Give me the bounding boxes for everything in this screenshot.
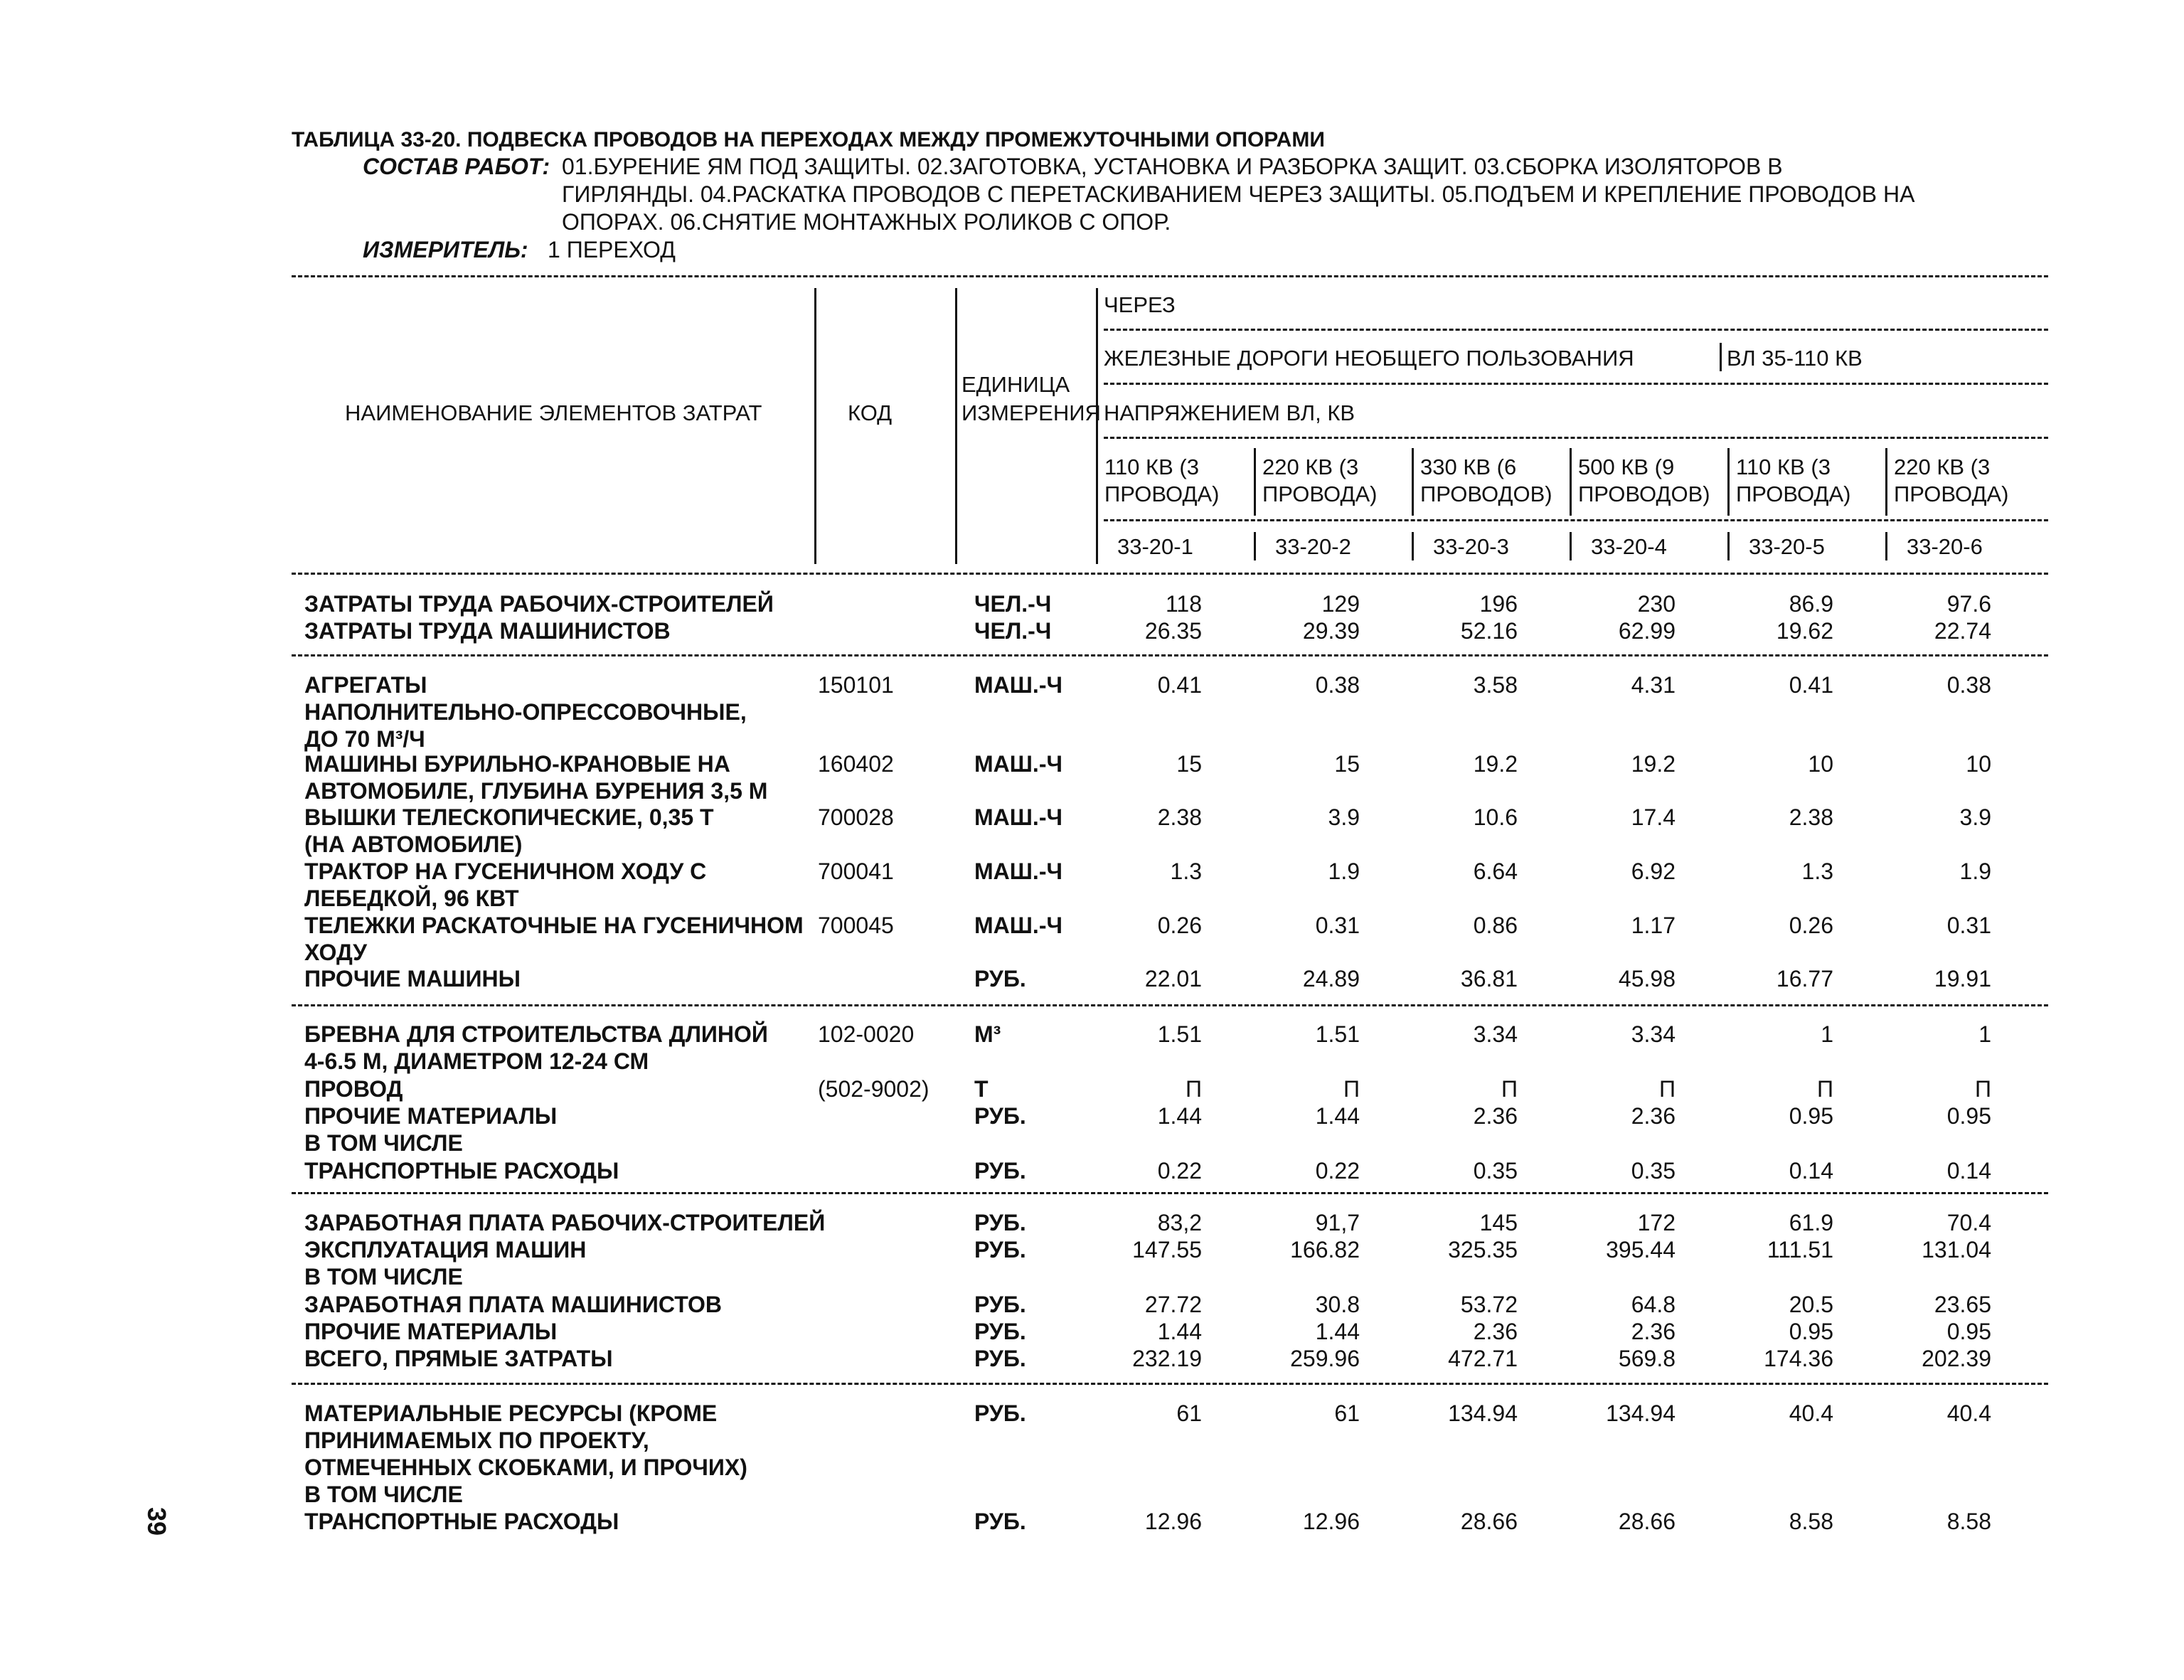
row-value: П — [1659, 1076, 1676, 1102]
col-header-name: НАИМЕНОВАНИЕ ЭЛЕМЕНТОВ ЗАТРАТ — [345, 400, 762, 425]
row-value: 62.99 — [1618, 618, 1676, 644]
row-name: ВСЕГО, ПРЯМЫЕ ЗАТРАТЫ — [304, 1346, 613, 1371]
subhead-label: 500 КВ (9 — [1578, 454, 1675, 479]
group-separator-3 — [292, 1192, 2048, 1194]
row-name: ПРОЧИЕ МАШИНЫ — [304, 966, 521, 991]
row-value: 3.34 — [1631, 1021, 1676, 1047]
table-header-bottom — [292, 573, 2048, 575]
row-code: 700045 — [818, 913, 894, 938]
row-value: 0.41 — [1789, 672, 1833, 698]
row-value: 129 — [1321, 591, 1360, 617]
subhead-code-divider — [1254, 532, 1256, 560]
subhead-divider — [1885, 448, 1887, 516]
group-separator-4 — [292, 1383, 2048, 1385]
row-value: 118 — [1165, 591, 1202, 617]
header-separator — [292, 275, 2048, 277]
subhead-code-divider — [1412, 532, 1414, 560]
row-value: 0.35 — [1473, 1158, 1518, 1184]
row-code: 700041 — [818, 858, 894, 884]
group-separator-2 — [292, 1004, 2048, 1006]
row-code: 102-0020 — [818, 1021, 915, 1047]
row-unit: РУБ. — [974, 1210, 1026, 1235]
row-value: 166.82 — [1290, 1237, 1360, 1262]
row-code: (502-9002) — [818, 1076, 929, 1102]
row-value: 1.44 — [1315, 1319, 1360, 1344]
col-divider-code — [814, 288, 816, 564]
subhead-label: ПРОВОДОВ) — [1420, 482, 1552, 506]
row-value: 17.4 — [1631, 804, 1676, 830]
row-value: 196 — [1479, 591, 1518, 617]
row-value: 0.31 — [1315, 913, 1360, 938]
row-value: 147.55 — [1132, 1237, 1202, 1262]
row-value: 2.38 — [1157, 804, 1202, 830]
row-value: 0.95 — [1946, 1103, 1991, 1129]
row-value: 1.17 — [1631, 913, 1676, 938]
row-value: 61.9 — [1789, 1210, 1833, 1235]
row-name: ДО 70 М³/Ч — [304, 726, 425, 752]
row-value: 8.58 — [1946, 1509, 1991, 1534]
row-unit: МАШ.-Ч — [974, 804, 1062, 830]
row-value: 2.36 — [1473, 1319, 1518, 1344]
subhead-label: ПРОВОДА) — [1104, 482, 1220, 506]
works-line-3: ОПОРАХ. 06.СНЯТИЕ МОНТАЖНЫХ РОЛИКОВ С ОПОР. — [562, 209, 1171, 235]
row-value: 1.3 — [1801, 858, 1833, 884]
row-unit: РУБ. — [974, 1292, 1026, 1317]
row-value: 230 — [1637, 591, 1676, 617]
row-value: 2.36 — [1473, 1103, 1518, 1129]
row-value: 12.96 — [1302, 1509, 1360, 1534]
row-name: БРЕВНА ДЛЯ СТРОИТЕЛЬСТВА ДЛИНОЙ — [304, 1021, 768, 1047]
row-value: 3.34 — [1473, 1021, 1518, 1047]
row-value: П — [1343, 1076, 1360, 1102]
row-name: ВЫШКИ ТЕЛЕСКОПИЧЕСКИЕ, 0,35 Т — [304, 804, 714, 830]
row-value: 19.2 — [1473, 751, 1518, 777]
row-value: 395.44 — [1606, 1237, 1676, 1262]
row-unit: РУБ. — [974, 966, 1026, 991]
row-value: 19.91 — [1934, 966, 1991, 991]
row-value: 26.35 — [1144, 618, 1202, 644]
row-code: 150101 — [818, 672, 894, 698]
row-value: 70.4 — [1946, 1210, 1991, 1235]
row-value: 28.66 — [1460, 1509, 1518, 1534]
row-unit: ЧЕЛ.-Ч — [974, 591, 1052, 617]
measure-label: ИЗМЕРИТЕЛЬ: — [363, 237, 528, 262]
subhead-code: 33-20-2 — [1275, 534, 1351, 559]
row-value: 2.36 — [1631, 1103, 1676, 1129]
row-value: 0.35 — [1631, 1158, 1676, 1184]
row-unit: МАШ.-Ч — [974, 751, 1062, 777]
row-value: 20.5 — [1789, 1292, 1833, 1317]
subhead-code: 33-20-4 — [1591, 534, 1667, 559]
row-unit: ЧЕЛ.-Ч — [974, 618, 1052, 644]
row-value: 15 — [1334, 751, 1360, 777]
row-value: 0.41 — [1157, 672, 1202, 698]
subhead-code-divider — [1885, 532, 1887, 560]
row-value: 145 — [1479, 1210, 1518, 1235]
row-name: В ТОМ ЧИСЛЕ — [304, 1482, 463, 1507]
row-name: ТРАНСПОРТНЫЕ РАСХОДЫ — [304, 1158, 619, 1184]
row-value: 3.9 — [1959, 804, 1991, 830]
row-name: ТЕЛЕЖКИ РАСКАТОЧНЫЕ НА ГУСЕНИЧНОМ — [304, 913, 804, 938]
works-line-1: 01.БУРЕНИЕ ЯМ ПОД ЗАЩИТЫ. 02.ЗАГОТОВКА, УСТАНОВКА И РАЗБОРКА ЗАЩИТ. 03.СБОРКА ИЗОЛЯТОРОВ В — [562, 154, 1783, 179]
row-value: 0.26 — [1789, 913, 1833, 938]
row-unit: РУБ. — [974, 1400, 1026, 1426]
row-name: ОТМЕЧЕННЫХ СКОБКАМИ, И ПРОЧИХ) — [304, 1455, 747, 1480]
row-value: 0.86 — [1473, 913, 1518, 938]
header-rule-4 — [1104, 519, 2048, 521]
row-value: 36.81 — [1460, 966, 1518, 991]
row-value: 174.36 — [1764, 1346, 1833, 1371]
row-value: П — [1501, 1076, 1518, 1102]
subhead-code: 33-20-1 — [1117, 534, 1193, 559]
row-value: 1.51 — [1157, 1021, 1202, 1047]
row-unit: РУБ. — [974, 1158, 1026, 1184]
row-value: 0.14 — [1789, 1158, 1833, 1184]
group-separator-1 — [292, 654, 2048, 656]
row-value: 27.72 — [1144, 1292, 1202, 1317]
row-value: 172 — [1637, 1210, 1676, 1235]
col-header-voltage: НАПРЯЖЕНИЕМ ВЛ, КВ — [1104, 400, 1355, 425]
col-header-code: КОД — [848, 400, 893, 425]
row-value: 10.6 — [1473, 804, 1518, 830]
row-value: 1.9 — [1959, 858, 1991, 884]
subhead-label: 110 КВ (3 — [1736, 454, 1831, 479]
subhead-label: ПРОВОДА) — [1262, 482, 1378, 506]
row-name: ТРАНСПОРТНЫЕ РАСХОДЫ — [304, 1509, 619, 1534]
table-title: ТАБЛИЦА 33-20. ПОДВЕСКА ПРОВОДОВ НА ПЕРЕХОДАХ МЕЖДУ ПРОМЕЖУТОЧНЫМИ ОПОРАМИ — [292, 128, 1325, 151]
row-value: 16.77 — [1776, 966, 1833, 991]
row-value: 134.94 — [1448, 1400, 1518, 1426]
row-value: 8.58 — [1789, 1509, 1833, 1534]
subhead-code-divider — [1570, 532, 1572, 560]
row-value: 61 — [1334, 1400, 1360, 1426]
row-value: 3.58 — [1473, 672, 1518, 698]
col-divider-unit — [955, 288, 957, 564]
row-value: 0.95 — [1789, 1103, 1833, 1129]
row-value: П — [1186, 1076, 1202, 1102]
subhead-label: 220 КВ (3 — [1894, 454, 1991, 479]
row-value: 1 — [1978, 1021, 1991, 1047]
row-value: 1 — [1821, 1021, 1833, 1047]
col-header-unit-2: ИЗМЕРЕНИЯ — [962, 400, 1101, 425]
row-name: ПРОВОД — [304, 1076, 403, 1102]
subhead-code-divider — [1727, 532, 1730, 560]
subhead-divider — [1412, 448, 1414, 516]
row-unit: РУБ. — [974, 1346, 1026, 1371]
row-name: 4-6.5 М, ДИАМЕТРОМ 12-24 СМ — [304, 1048, 649, 1074]
row-value: 1.44 — [1157, 1103, 1202, 1129]
subhead-divider — [1254, 448, 1256, 516]
row-name: ХОДУ — [304, 940, 368, 965]
row-value: 6.64 — [1473, 858, 1518, 884]
subhead-code: 33-20-3 — [1433, 534, 1509, 559]
row-name: МАШИНЫ БУРИЛЬНО-КРАНОВЫЕ НА — [304, 751, 730, 777]
row-value: 2.36 — [1631, 1319, 1676, 1344]
subhead-label: 110 КВ (3 — [1104, 454, 1199, 479]
subhead-label: 220 КВ (3 — [1262, 454, 1359, 479]
row-value: 12.96 — [1144, 1509, 1202, 1534]
row-name: ЗАРАБОТНАЯ ПЛАТА РАБОЧИХ-СТРОИТЕЛЕЙ — [304, 1210, 826, 1235]
row-unit: МАШ.-Ч — [974, 672, 1062, 698]
row-value: 0.31 — [1946, 913, 1991, 938]
row-name: ПРИНИМАЕМЫХ ПО ПРОЕКТУ, — [304, 1428, 649, 1453]
subhead-code: 33-20-5 — [1749, 534, 1825, 559]
row-name: ЗАТРАТЫ ТРУДА МАШИНИСТОВ — [304, 618, 671, 644]
row-value: 91,7 — [1315, 1210, 1360, 1235]
row-name: ЭКСПЛУАТАЦИЯ МАШИН — [304, 1237, 587, 1262]
row-value: 0.38 — [1946, 672, 1991, 698]
row-value: 472.71 — [1448, 1346, 1518, 1371]
row-value: 0.22 — [1157, 1158, 1202, 1184]
row-unit: РУБ. — [974, 1237, 1026, 1262]
row-unit: РУБ. — [974, 1103, 1026, 1129]
row-name: (НА АВТОМОБИЛЕ) — [304, 831, 523, 857]
row-unit: РУБ. — [974, 1509, 1026, 1534]
subhead-label: ПРОВОДА) — [1894, 482, 2009, 506]
row-name: ЗАТРАТЫ ТРУДА РАБОЧИХ-СТРОИТЕЛЕЙ — [304, 591, 774, 617]
row-value: 6.92 — [1631, 858, 1676, 884]
header-rule-1 — [1104, 329, 2048, 331]
row-code: 160402 — [818, 751, 894, 777]
row-value: 0.38 — [1315, 672, 1360, 698]
row-value: 569.8 — [1618, 1346, 1676, 1371]
row-value: 0.14 — [1946, 1158, 1991, 1184]
subhead-label: ПРОВОДОВ) — [1578, 482, 1710, 506]
row-value: 97.6 — [1946, 591, 1991, 617]
row-value: П — [1817, 1076, 1833, 1102]
row-unit: МАШ.-Ч — [974, 913, 1062, 938]
row-value: 0.95 — [1946, 1319, 1991, 1344]
row-value: 23.65 — [1934, 1292, 1991, 1317]
row-value: 10 — [1808, 751, 1833, 777]
col-header-vl: ВЛ 35-110 КВ — [1727, 346, 1863, 371]
row-value: 1.44 — [1157, 1319, 1202, 1344]
subhead-code: 33-20-6 — [1907, 534, 1983, 559]
row-value: 15 — [1176, 751, 1202, 777]
row-value: 30.8 — [1315, 1292, 1360, 1317]
row-name: ПРОЧИЕ МАТЕРИАЛЫ — [304, 1319, 558, 1344]
measure-value: 1 ПЕРЕХОД — [548, 237, 676, 262]
row-name: В ТОМ ЧИСЛЕ — [304, 1130, 463, 1156]
subhead-label: ПРОВОДА) — [1736, 482, 1851, 506]
row-value: 1.3 — [1170, 858, 1202, 884]
row-name: ТРАКТОР НА ГУСЕНИЧНОМ ХОДУ С — [304, 858, 707, 884]
row-value: 24.89 — [1302, 966, 1360, 991]
row-value: 19.62 — [1776, 618, 1833, 644]
row-value: 131.04 — [1922, 1237, 1991, 1262]
col-divider-vl — [1720, 343, 1722, 371]
row-value: 53.72 — [1460, 1292, 1518, 1317]
row-value: 22.74 — [1934, 618, 1991, 644]
row-value: 259.96 — [1290, 1346, 1360, 1371]
works-label: СОСТАВ РАБОТ: — [363, 154, 550, 179]
row-value: 2.38 — [1789, 804, 1833, 830]
row-value: 22.01 — [1144, 966, 1202, 991]
row-name: АГРЕГАТЫ — [304, 672, 427, 698]
header-rule-2 — [1104, 383, 2048, 385]
row-name: ЗАРАБОТНАЯ ПЛАТА МАШИНИСТОВ — [304, 1292, 722, 1317]
col-header-unit-1: ЕДИНИЦА — [962, 372, 1070, 397]
row-value: 45.98 — [1618, 966, 1676, 991]
col-header-through: ЧЕРЕЗ — [1104, 292, 1176, 317]
subhead-label: 330 КВ (6 — [1420, 454, 1517, 479]
row-value: 19.2 — [1631, 751, 1676, 777]
row-unit: МАШ.-Ч — [974, 858, 1062, 884]
row-value: 52.16 — [1460, 618, 1518, 644]
row-value: 86.9 — [1789, 591, 1833, 617]
works-line-2: ГИРЛЯНДЫ. 04.РАСКАТКА ПРОВОДОВ С ПЕРЕТАСКИВАНИЕМ ЧЕРЕЗ ЗАЩИТЫ. 05.ПОДЪЕМ И КРЕПЛЕНИЕ ПРОВОДОВ НА — [562, 181, 1915, 207]
row-unit: Т — [974, 1076, 989, 1102]
row-value: 3.9 — [1328, 804, 1360, 830]
header-rule-3 — [1104, 437, 2048, 439]
row-value: 28.66 — [1618, 1509, 1676, 1534]
row-value: 111.51 — [1767, 1237, 1833, 1262]
subhead-divider — [1727, 448, 1730, 516]
row-value: 1.44 — [1315, 1103, 1360, 1129]
row-value: 4.31 — [1631, 672, 1676, 698]
col-header-rail: ЖЕЛЕЗНЫЕ ДОРОГИ НЕОБЩЕГО ПОЛЬЗОВАНИЯ — [1104, 346, 1634, 371]
row-value: 83,2 — [1157, 1210, 1202, 1235]
row-unit: РУБ. — [974, 1319, 1026, 1344]
row-value: 1.51 — [1315, 1021, 1360, 1047]
page-number: 39 — [142, 1506, 172, 1536]
row-value: 0.22 — [1315, 1158, 1360, 1184]
row-value: 325.35 — [1448, 1237, 1518, 1262]
row-value: 64.8 — [1631, 1292, 1676, 1317]
row-name: АВТОМОБИЛЕ, ГЛУБИНА БУРЕНИЯ 3,5 М — [304, 778, 768, 804]
row-name: В ТОМ ЧИСЛЕ — [304, 1264, 463, 1290]
row-value: 40.4 — [1946, 1400, 1991, 1426]
row-name: НАПОЛНИТЕЛЬНО-ОПРЕССОВОЧНЫЕ, — [304, 699, 747, 725]
row-name: ЛЕБЕДКОЙ, 96 КВТ — [304, 886, 519, 911]
row-value: 1.9 — [1328, 858, 1360, 884]
row-value: 0.26 — [1157, 913, 1202, 938]
row-value: 40.4 — [1789, 1400, 1833, 1426]
subhead-divider — [1570, 448, 1572, 516]
row-value: 61 — [1176, 1400, 1202, 1426]
row-value: 29.39 — [1302, 618, 1360, 644]
row-value: 10 — [1966, 751, 1991, 777]
row-value: П — [1975, 1076, 1991, 1102]
row-unit: М³ — [974, 1021, 1001, 1047]
row-value: 232.19 — [1132, 1346, 1202, 1371]
row-name: ПРОЧИЕ МАТЕРИАЛЫ — [304, 1103, 558, 1129]
row-value: 134.94 — [1606, 1400, 1676, 1426]
row-value: 0.95 — [1789, 1319, 1833, 1344]
row-code: 700028 — [818, 804, 894, 830]
row-value: 202.39 — [1922, 1346, 1991, 1371]
row-name: МАТЕРИАЛЬНЫЕ РЕСУРСЫ (КРОМЕ — [304, 1400, 718, 1426]
